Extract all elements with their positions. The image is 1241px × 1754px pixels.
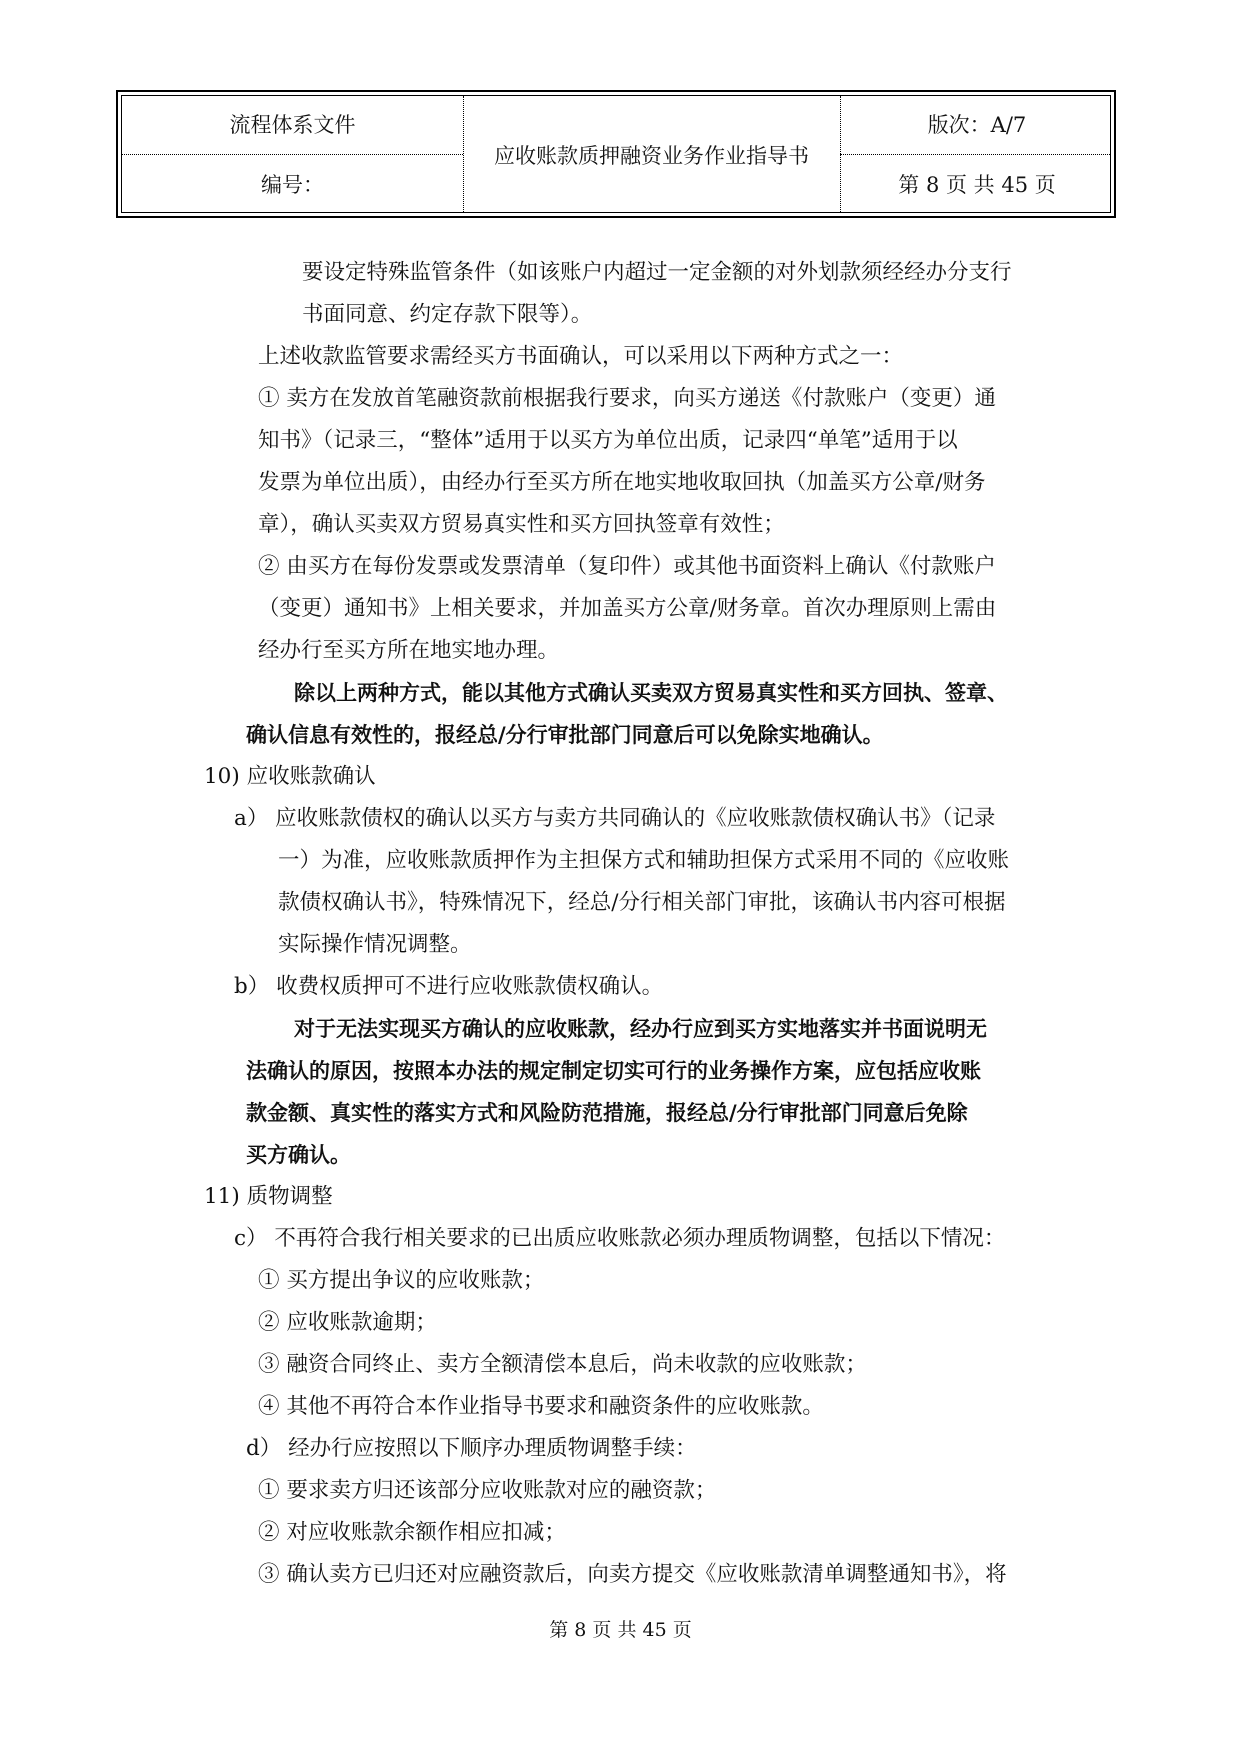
section-heading: 10) 应收账款确认 — [204, 764, 376, 789]
bold-line: 对于无法实现买方确认的应收账款，经办行应到买方实地落实并书面说明无 — [294, 1017, 987, 1041]
list-item: ③ 确认卖方已归还对应融资款后，向卖方提交《应收账款清单调整通知书》，将 — [258, 1562, 1007, 1587]
body-line: 上述收款监管要求需经买方书面确认，可以采用以下两种方式之一： — [258, 344, 904, 369]
body-line: （变更）通知书》上相关要求，并加盖买方公章/财务章。首次办理原则上需由 — [258, 596, 997, 621]
bold-line: 买方确认。 — [246, 1143, 351, 1167]
doc-type: 流程体系文件 — [229, 113, 356, 137]
list-item: ② 对应收账款余额作相应扣减； — [258, 1520, 566, 1545]
body-line: 要设定特殊监管条件（如该账户内超过一定金额的对外划款须经经办分支行 — [302, 260, 1012, 285]
version: 版次：A/7 — [927, 113, 1027, 137]
body-line: 章），确认买卖双方贸易真实性和买方回执签章有效性； — [258, 512, 785, 537]
body-line: 知书》（记录三，“整体”适用于以买方为单位出质，记录四“单笔”适用于以 — [258, 428, 958, 453]
list-item: ① 买方提出争议的应收账款； — [258, 1268, 545, 1293]
header-table — [116, 90, 1116, 218]
body-line: 款债权确认书》，特殊情况下，经总/分行相关部门审批，该确认书内容可根据 — [278, 890, 1006, 915]
page-info: 第 8 页 共 45 页 — [898, 173, 1056, 197]
bold-line: 法确认的原因，按照本办法的规定制定切实可行的业务操作方案，应包括应收账 — [246, 1059, 981, 1083]
section-heading: 11) 质物调整 — [204, 1184, 333, 1209]
body-line: 经办行至买方所在地实地办理。 — [258, 638, 560, 663]
doc-title: 应收账款质押融资业务作业指导书 — [494, 144, 809, 168]
bold-line: 款金额、真实性的落实方式和风险防范措施，报经总/分行审批部门同意后免除 — [246, 1101, 968, 1125]
body-line: a） 应收账款债权的确认以买方与卖方共同确认的《应收账款债权确认书》（记录 — [234, 806, 996, 831]
body-line: c） 不再符合我行相关要求的已出质应收账款必须办理质物调整，包括以下情况： — [234, 1226, 1006, 1251]
body-line: 书面同意、约定存款下限等）。 — [302, 302, 593, 327]
list-item: ② 应收账款逾期； — [258, 1310, 437, 1335]
list-item: ④ 其他不再符合本作业指导书要求和融资条件的应收账款。 — [258, 1394, 824, 1419]
list-item: ① 要求卖方归还该部分应收账款对应的融资款； — [258, 1478, 717, 1503]
body-line: ① 卖方在发放首笔融资款前根据我行要求，向买方递送《付款账户（变更）通 — [258, 386, 996, 411]
body-line: d） 经办行应按照以下顺序办理质物调整手续： — [246, 1436, 697, 1461]
body-line: 实际操作情况调整。 — [278, 932, 472, 957]
page-footer: 第 8 页 共 45 页 — [549, 1619, 692, 1641]
body-line: b） 收费权质押可不进行应收账款债权确认。 — [234, 974, 664, 999]
header-inner-frame — [121, 95, 1111, 213]
bold-line: 除以上两种方式，能以其他方式确认买卖双方贸易真实性和买方回执、签章、 — [294, 681, 1008, 705]
body-line: ② 由买方在每份发票或发票清单（复印件）或其他书面资料上确认《付款账户 — [258, 554, 996, 579]
body-line: 发票为单位出质），由经办行至买方所在地实地收取回执（加盖买方公章/财务 — [258, 470, 986, 495]
doc-number-label: 编号： — [261, 173, 324, 197]
bold-line: 确认信息有效性的，报经总/分行审批部门同意后可以免除实地确认。 — [246, 723, 884, 747]
body-line: 一）为准，应收账款质押作为主担保方式和辅助担保方式采用不同的《应收账 — [278, 848, 1010, 873]
list-item: ③ 融资合同终止、卖方全额清偿本息后，尚未收款的应收账款； — [258, 1352, 867, 1377]
